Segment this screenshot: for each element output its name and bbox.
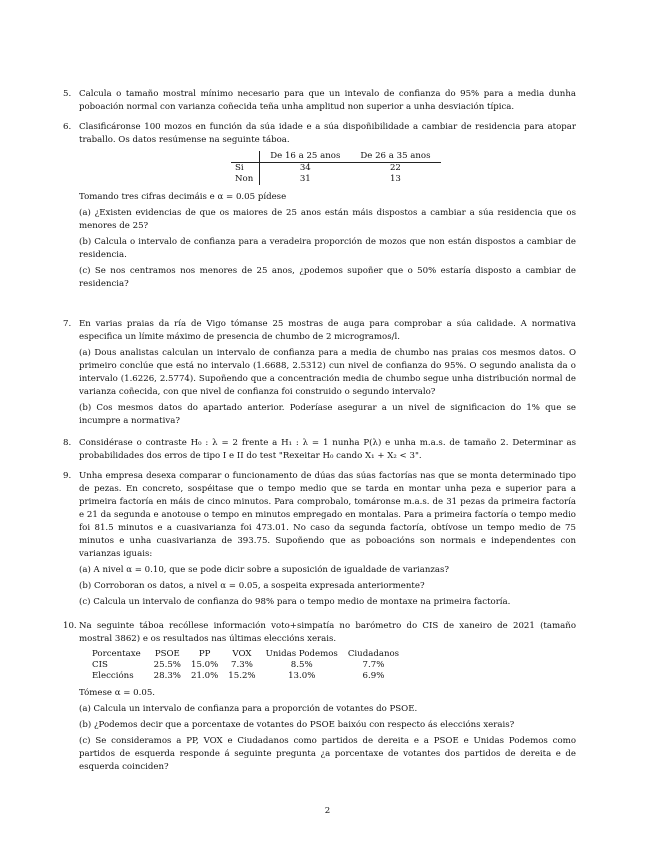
problem-part-a: (a) A nivel α = 0.10, que se pode dicir sobre a suposición de igualdade de varianzas? <box>79 565 450 575</box>
table-cell: 22 <box>389 163 401 173</box>
table-header: De 16 a 25 anos <box>260 151 351 163</box>
problem-number: 5. <box>63 89 72 99</box>
table-header-row <box>231 151 441 163</box>
table-cell: 25.5% <box>153 660 181 670</box>
problem-number: 8. <box>63 438 72 448</box>
table-row <box>87 671 404 682</box>
problem-6 <box>63 121 576 291</box>
problem-part-c: (c) Se consideramos a PP, VOX e Ciudadanos como partidos de dereita e a PSOE e Unidas Podemos como partidos de esquerda responde á seguinte pregunta ¿a porcentaxe de votantes dos partidos de dereita e de esquerda coinciden? <box>79 736 576 772</box>
problem-part-c: (c) Calcula un intervalo de confianza do 98% para o tempo medio de montaxe na primeira factoría. <box>79 597 511 607</box>
table-cell: 13.0% <box>288 671 316 681</box>
problem-part-a: (a) Calcula un intervalo de confianza para a proporción de votantes do PSOE. <box>79 704 418 714</box>
table-cell: 15.2% <box>228 671 256 681</box>
table-cell: 21.0% <box>190 671 219 681</box>
table-cell: 6.9% <box>362 671 385 681</box>
problem-part-a: (a) Dous analistas calculan un intervalo de confianza para a media de chumbo nas praias cos mesmos datos. O primeiro conclúe que está no intervalo (1.6688, 2.5312) cun nivel de confianza do 95%. O segundo analista da o intervalo (1.6226, 2.5774). Supoñendo que a concentración media de chumbo segue unha distribución normal de varianza coñecida, con que nivel de confianza foi construido o segundo intervalo? <box>79 348 576 397</box>
table-row <box>87 660 404 671</box>
problem-statement: Na seguinte táboa recóllese información voto+simpatía no barómetro do CIS de xaneiro de 2021 (tamaño mostral 3862) e os resultados nas últimas eleccións xerais. <box>79 621 576 644</box>
table-header: Unidas Podemos <box>265 649 338 659</box>
problem-9 <box>63 470 576 609</box>
table-cell: 31 <box>299 174 311 184</box>
table-row-label: Eleccións <box>92 671 134 681</box>
problem-part-b: (b) Cos mesmos datos do apartado anterior. Poderíase asegurar a un nivel de significacion do 1% que se incumpre a normativa? <box>79 403 576 426</box>
age-residence-table <box>231 151 441 185</box>
table-cell: 7.3% <box>231 660 253 670</box>
problem-10 <box>63 620 576 774</box>
problem-instruction: Tomando tres cifras decimáis e α = 0.05 pídese <box>79 192 287 202</box>
table-row-label: CIS <box>92 660 108 670</box>
problem-5 <box>63 88 576 117</box>
table-cell: 8.5% <box>290 660 313 670</box>
table-header: Porcentaxe <box>92 649 141 659</box>
problem-part-b: (b) Calcula o intervalo de confianza para a veradeira proporción de mozos que non están dispostos a cambiar de residencia. <box>79 237 576 260</box>
table-cell: 7.7% <box>362 660 385 670</box>
table-header: VOX <box>232 649 252 659</box>
table-row-label: Non <box>231 174 260 185</box>
problem-part-b: (b) Corroboran os datos, a nivel α = 0.05, a sospeita expresada anteriormente? <box>79 581 425 591</box>
problem-statement: Unha empresa desexa comparar o funcionamento de dúas das súas factorías nas que se monta determinado tipo de pezas. En concreto, sospéitase que o tempo medio que se tarda en montar unha peza e superior para a primeira factoría en máis de cinco minutos. Para comprobalo, tomáronse m.a.s. de 31 pezas da primeira factoría e 21 da segunda e anotouse o tempo en minutos empregado en montalas. Para a primeira factoría o tempo medio foi 81.5 minutos e a cuasivarianza foi 473.01. No caso da segunda factoría, obtívose un tempo medio de 75 minutos e unha cuasivarianza de 393.75. Supoñendo que as poboacións son normais e independentes con varianzas iguais: <box>79 471 576 559</box>
problem-number: 6. <box>63 122 72 132</box>
problem-7 <box>63 318 576 428</box>
table-header: PP <box>198 649 211 659</box>
problem-number: 10. <box>63 621 77 631</box>
table-header: De 26 a 35 anos <box>350 151 440 163</box>
page-number: 2 <box>324 806 331 816</box>
table-row <box>231 163 441 175</box>
table-cell: 34 <box>299 163 311 173</box>
problem-part-c: (c) Se nos centramos nos menores de 25 anos, ¿podemos supoñer que o 50% estaría disposto a cambiar de residencia? <box>79 266 576 289</box>
problem-statement: En varias praias da ría de Vigo tómanse 25 mostras de auga para comprobar a súa calidade. A normativa especifica un límite máximo de presencia de chumbo de 2 microgramos/l. <box>79 319 576 342</box>
problem-statement: Considérase o contraste H₀ : λ = 2 frente a H₁ : λ = 1 nunha P(λ) e unha m.a.s. de tamaño 2. Determinar as probabilidades dos erros de tipo I e II do test "Rexeitar H₀ cando X₁ + X₂ < 3". <box>79 438 576 461</box>
problem-statement: Clasificáronse 100 mozos en función da súa idade e a súa dispoñibilidade a cambiar de residencia para atopar traballo. Os datos resúmense na seguinte táboa. <box>79 122 576 145</box>
table-cell <box>231 151 260 163</box>
problem-part-a: (a) ¿Existen evidencias de que os maiores de 25 anos están máis dispostos a cambiar a súa residencia que os menores de 25? <box>79 208 576 231</box>
problem-number: 9. <box>63 471 72 481</box>
problem-8 <box>63 437 576 466</box>
problem-statement: Calcula o tamaño mostral mínimo necesario para que un intevalo de confianza do 95% para a media dunha poboación normal con varianza coñecida teña unha amplitud non superior a unha desviación típica. <box>79 89 576 112</box>
table-row-label: Si <box>231 163 260 175</box>
table-header: PSOE <box>154 649 180 659</box>
table-header-row <box>87 649 404 660</box>
problem-instruction: Tómese α = 0.05. <box>79 688 156 698</box>
table-row <box>231 174 441 185</box>
table-header: Ciudadanos <box>347 649 400 659</box>
table-cell: 28.3% <box>153 671 181 681</box>
problem-part-b: (b) ¿Podemos decir que a porcentaxe de votantes do PSOE baixóu con respecto ás eleccións xerais? <box>79 720 515 730</box>
cis-elections-table <box>87 649 404 682</box>
problem-number: 7. <box>63 319 72 329</box>
table-cell: 15.0% <box>190 660 219 670</box>
table-cell: 13 <box>389 174 401 184</box>
